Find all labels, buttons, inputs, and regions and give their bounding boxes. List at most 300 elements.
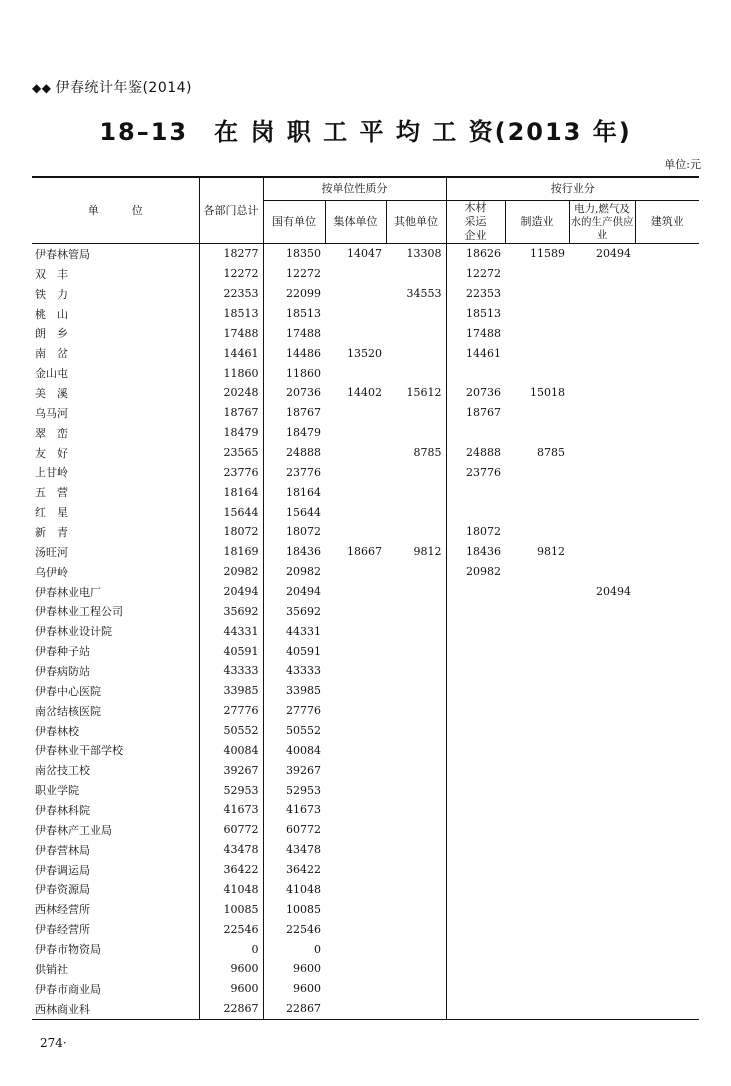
cell-value: 35692 [199,601,263,621]
cell-value: 40591 [199,641,263,661]
cell-value [446,681,505,701]
row-unit-name: 乌马河 [35,406,68,420]
cell-value [505,979,569,999]
cell-value [635,860,699,880]
cell-value [325,582,386,602]
cell-value [569,284,635,304]
cell-value [386,264,446,284]
cell-value [569,760,635,780]
cell-value [569,542,635,562]
cell-value [325,264,386,284]
cell-value [569,502,635,522]
cell-value [505,999,569,1019]
cell-value [569,661,635,681]
cell-value [635,284,699,304]
header-collective: 集体单位 [325,201,386,244]
cell-value [569,443,635,463]
cell-value [386,681,446,701]
cell-value: 60772 [263,820,325,840]
cell-value [386,800,446,820]
cell-value [569,403,635,423]
cell-value [505,323,569,343]
cell-value: 18479 [199,423,263,443]
cell-value [635,721,699,741]
table-row [32,899,699,919]
cell-value [635,621,699,641]
cell-value [386,562,446,582]
cell-value [569,979,635,999]
header-other: 其他单位 [386,201,446,244]
row-unit-name: 南岔结核医院 [35,704,101,718]
cell-value: 22353 [199,284,263,304]
cell-value: 41048 [263,880,325,900]
cell-value: 18479 [263,423,325,443]
cell-value [325,760,386,780]
cell-value [446,899,505,919]
cell-value [446,363,505,383]
cell-value: 52953 [199,780,263,800]
cell-value [569,939,635,959]
cell-value [325,681,386,701]
table-row [32,959,699,979]
cell-value [505,820,569,840]
row-unit-name: 伊春中心医院 [35,684,101,698]
cell-value [325,919,386,939]
cell-value [505,522,569,542]
cell-value [325,840,386,860]
row-unit-name: 伊春林管局 [35,247,90,261]
cell-value [635,423,699,443]
cell-value: 18072 [446,522,505,542]
cell-value [569,363,635,383]
cell-value: 18513 [263,304,325,324]
cell-value [325,522,386,542]
cell-value [446,423,505,443]
cell-value [386,899,446,919]
cell-value [505,482,569,502]
table-row [32,462,699,482]
table-row [32,343,699,363]
cell-value [386,363,446,383]
cell-value [635,701,699,721]
wage-table [32,176,699,1020]
row-unit-name: 桃 山 [35,307,68,321]
cell-value [386,939,446,959]
cell-value [386,780,446,800]
row-unit-name: 伊春市商业局 [35,982,101,996]
cell-value [635,780,699,800]
cell-value [325,880,386,900]
header-manufacturing: 制造业 [505,201,569,244]
row-unit-name: 上甘岭 [35,466,68,480]
cell-value [325,443,386,463]
table-row [32,840,699,860]
table-row [32,383,699,403]
table-row [32,721,699,741]
table-row [32,502,699,522]
cell-value: 24888 [446,443,505,463]
cell-value: 13308 [406,247,442,261]
cell-value [446,502,505,522]
cell-value: 18072 [263,522,325,542]
cell-value [325,482,386,502]
table-row [32,939,699,959]
cell-value [635,740,699,760]
cell-value [505,284,569,304]
cell-value: 22353 [446,284,505,304]
table-row [32,284,699,304]
cell-value [446,959,505,979]
cell-value: 17488 [446,323,505,343]
cell-value: 23776 [199,462,263,482]
cell-value [635,343,699,363]
cell-value [505,959,569,979]
cell-value [446,661,505,681]
cell-value [446,979,505,999]
cell-value [569,840,635,860]
running-header [32,77,192,97]
table-row [32,522,699,542]
cell-value [325,999,386,1019]
cell-value: 22546 [263,919,325,939]
cell-value [325,601,386,621]
row-unit-name: 汤旺河 [35,545,68,559]
row-unit-name: 红 星 [35,506,68,520]
table-row [32,562,699,582]
header-group-industry: 按行业分 [446,177,699,201]
cell-value [569,919,635,939]
cell-value: 18436 [446,542,505,562]
table-row [32,880,699,900]
row-unit-name: 南 岔 [35,347,68,361]
cell-value: 15644 [199,502,263,522]
cell-value [635,323,699,343]
cell-value: 15018 [530,386,565,400]
cell-value [569,681,635,701]
cell-value [635,502,699,522]
cell-value [446,721,505,741]
cell-value [569,522,635,542]
cell-value [569,780,635,800]
cell-value [505,343,569,363]
unit-label: 单位:元 [664,158,701,171]
cell-value [635,979,699,999]
cell-value: 12272 [199,264,263,284]
cell-value [386,502,446,522]
cell-value: 8785 [537,446,565,460]
cell-value [386,860,446,880]
cell-value: 41673 [263,800,325,820]
cell-value [386,462,446,482]
cell-value: 50552 [199,721,263,741]
cell-value [635,403,699,423]
cell-value: 40084 [199,740,263,760]
yearbook-title: 伊春统计年鉴(2014) [55,80,193,96]
cell-value [505,860,569,880]
cell-value [325,701,386,721]
row-unit-name: 伊春市物资局 [35,943,101,956]
cell-value: 27776 [263,701,325,721]
table-row [32,323,699,343]
cell-value: 15644 [263,502,325,522]
cell-value [569,880,635,900]
cell-value [446,780,505,800]
cell-value [386,403,446,423]
table-row [32,264,699,284]
cell-value: 20982 [199,562,263,582]
table-row [32,820,699,840]
header-total: 各部门总计 [199,177,263,244]
row-unit-name: 伊春资源局 [35,883,90,897]
row-unit-name: 伊春调运局 [35,863,90,877]
cell-value [325,323,386,343]
row-unit-name: 南岔技工校 [35,764,90,778]
cell-value [325,721,386,741]
cell-value: 43478 [199,840,263,860]
cell-value [386,323,446,343]
cell-value: 50552 [263,721,325,741]
cell-value [505,403,569,423]
cell-value: 9812 [413,545,442,559]
cell-value [386,522,446,542]
cell-value: 18072 [199,522,263,542]
cell-value: 35692 [263,601,325,621]
cell-value [569,264,635,284]
cell-value: 14461 [199,343,263,363]
row-unit-name: 伊春种子站 [35,645,90,659]
header-group-nature: 按单位性质分 [263,177,446,201]
table-title: 18–13 在 岗 职 工 平 均 工 资(2013 年) [99,118,632,146]
cell-value: 0 [263,939,325,959]
cell-value [386,423,446,443]
cell-value [635,462,699,482]
cell-value [505,264,569,284]
cell-value: 18350 [263,244,325,264]
cell-value [386,701,446,721]
table-row [32,621,699,641]
cell-value [635,899,699,919]
cell-value [325,304,386,324]
cell-value: 24888 [263,443,325,463]
cell-value [325,939,386,959]
cell-value [569,343,635,363]
cell-value: 10085 [199,899,263,919]
cell-value [325,740,386,760]
table-row [32,363,699,383]
cell-value: 22867 [199,999,263,1019]
row-unit-name: 五 营 [35,486,68,500]
table-row [32,800,699,820]
cell-value [635,959,699,979]
cell-value: 11860 [263,363,325,383]
cell-value: 9600 [199,959,263,979]
cell-value [569,383,635,403]
table-row [32,701,699,721]
cell-value [325,641,386,661]
cell-value [505,423,569,443]
table-row [32,423,699,443]
table-row [32,919,699,939]
cell-value: 33985 [199,681,263,701]
header-unit: 单 位 [32,177,199,244]
cell-value: 23565 [199,443,263,463]
cell-value [505,621,569,641]
cell-value: 0 [199,939,263,959]
cell-value [635,522,699,542]
cell-value: 20494 [199,582,263,602]
cell-value: 13520 [347,346,382,360]
cell-value [446,880,505,900]
cell-value: 11860 [199,363,263,383]
cell-value: 20494 [263,582,325,602]
cell-value [635,482,699,502]
cell-value [635,820,699,840]
cell-value: 14402 [347,386,382,400]
cell-value: 20248 [199,383,263,403]
cell-value [635,919,699,939]
row-unit-name: 伊春林业设计院 [35,625,112,639]
cell-value [325,462,386,482]
table-row [32,641,699,661]
header-state: 国有单位 [263,201,325,244]
cell-value [325,780,386,800]
cell-value [635,840,699,860]
cell-value: 9812 [537,545,565,559]
cell-value: 15612 [406,386,442,400]
cell-value [505,304,569,324]
cell-value: 22546 [199,919,263,939]
cell-value [635,601,699,621]
cell-value: 40591 [263,641,325,661]
cell-value: 20736 [263,383,325,403]
cell-value [569,721,635,741]
table-row [32,443,699,463]
cell-value [505,462,569,482]
cell-value: 9600 [199,979,263,999]
row-unit-name: 伊春林业电厂 [35,585,101,599]
cell-value: 12272 [263,264,325,284]
cell-value [386,760,446,780]
cell-value [635,542,699,562]
cell-value [505,661,569,681]
cell-value: 36422 [199,860,263,880]
cell-value [446,939,505,959]
cell-value [325,284,386,304]
row-unit-name: 西林商业科 [32,999,199,1019]
cell-value [569,800,635,820]
cell-value [446,800,505,820]
cell-value [505,899,569,919]
cell-value [325,959,386,979]
cell-value [446,740,505,760]
cell-value [386,820,446,840]
cell-value [635,800,699,820]
table-row [32,681,699,701]
cell-value: 43333 [199,661,263,681]
row-unit-name: 西林经营所 [35,903,90,917]
cell-value: 27776 [199,701,263,721]
cell-value [446,601,505,621]
row-unit-name: 美 溪 [35,386,68,400]
cell-value: 20982 [263,562,325,582]
row-unit-name: 伊春经营所 [35,923,90,937]
cell-value: 22099 [263,284,325,304]
cell-value [505,601,569,621]
cell-value: 8785 [413,446,442,460]
cell-value [569,701,635,721]
cell-value [635,760,699,780]
cell-value [635,661,699,681]
cell-value: 9600 [263,959,325,979]
table-row [32,760,699,780]
cell-value: 18513 [446,304,505,324]
table-row [32,542,699,562]
cell-value [325,820,386,840]
cell-value: 18667 [347,545,382,559]
cell-value [446,582,505,602]
row-unit-name: 伊春营林局 [35,843,90,857]
cell-value: 14047 [347,247,382,261]
cell-value [325,860,386,880]
cell-value [569,899,635,919]
cell-value: 10085 [263,899,325,919]
cell-value [325,403,386,423]
cell-value [569,304,635,324]
cell-value: 9600 [263,979,325,999]
cell-value [446,482,505,502]
cell-value: 23776 [446,462,505,482]
cell-value [635,562,699,582]
row-unit-name: 伊春林业干部学校 [35,744,123,758]
cell-value [386,582,446,602]
cell-value: 20736 [446,383,505,403]
cell-value [386,840,446,860]
row-unit-name: 新 青 [35,525,68,539]
row-unit-name: 乌伊岭 [35,565,68,579]
row-unit-name: 伊春林科院 [35,803,90,817]
cell-value [505,780,569,800]
cell-value [325,363,386,383]
cell-value [446,840,505,860]
cell-value: 18277 [199,244,263,264]
cell-value: 17488 [199,323,263,343]
cell-value [505,740,569,760]
cell-value [569,423,635,443]
cell-value [569,959,635,979]
table-row [32,780,699,800]
cell-value [325,800,386,820]
cell-value [635,641,699,661]
cell-value [635,939,699,959]
cell-value [635,244,699,264]
cell-value: 18513 [199,304,263,324]
cell-value: 22867 [263,999,325,1019]
cell-value: 20494 [596,585,631,599]
row-unit-name: 友 好 [35,446,68,460]
table-row [32,661,699,681]
table-row [32,582,699,602]
row-unit-name: 铁 力 [35,287,68,301]
cell-value [386,919,446,939]
cell-value [569,562,635,582]
table-row [32,601,699,621]
table-row [32,979,699,999]
cell-value [505,641,569,661]
cell-value: 14461 [446,343,505,363]
cell-value [569,482,635,502]
cell-value [505,701,569,721]
cell-value [505,681,569,701]
